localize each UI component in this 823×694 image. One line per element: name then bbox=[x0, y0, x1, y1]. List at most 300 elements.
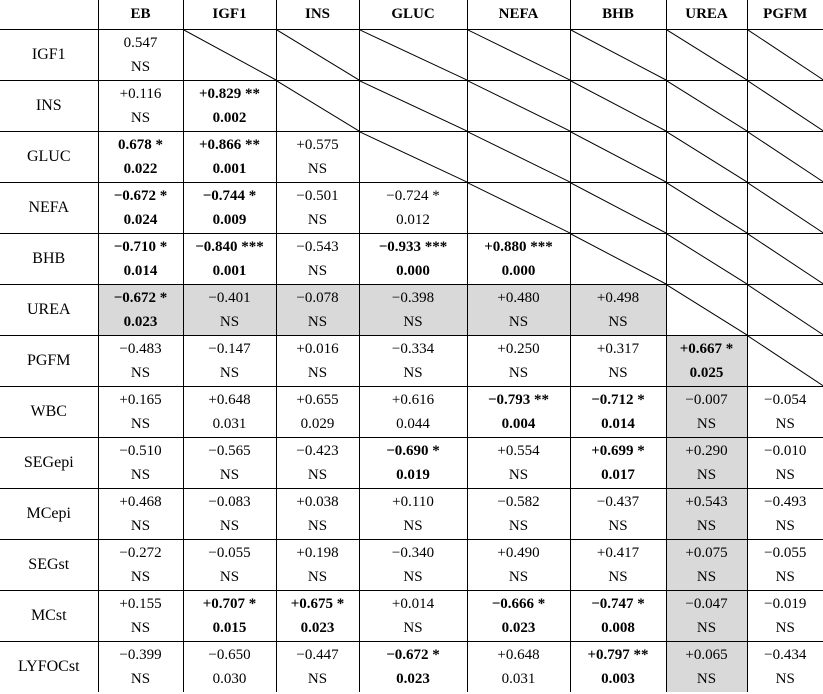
correlation-value: +0.468 bbox=[119, 494, 162, 510]
p-value: NS bbox=[307, 569, 328, 585]
correlation-cell bbox=[570, 387, 666, 438]
correlation-value: +0.075 bbox=[685, 545, 728, 561]
p-value: NS bbox=[508, 365, 529, 381]
empty-diagonal-cell bbox=[666, 30, 747, 81]
correlation-value: +0.655 bbox=[296, 392, 339, 408]
correlation-cell bbox=[183, 642, 276, 693]
p-value: NS bbox=[508, 314, 529, 330]
correlation-cell bbox=[183, 285, 276, 336]
correlation-cell bbox=[359, 540, 467, 591]
correlation-value: +0.616 bbox=[391, 392, 435, 408]
p-value: 0.001 bbox=[212, 263, 247, 279]
correlation-value: +0.648 bbox=[208, 392, 251, 408]
correlation-cell bbox=[666, 591, 747, 642]
p-value: NS bbox=[696, 416, 717, 432]
empty-diagonal-cell bbox=[467, 81, 570, 132]
correlation-cell bbox=[183, 183, 276, 234]
correlation-cell bbox=[747, 591, 823, 642]
correlation-cell bbox=[98, 642, 183, 693]
correlation-value: +0.866 ** bbox=[198, 137, 261, 153]
p-value: NS bbox=[130, 416, 151, 432]
correlation-cell bbox=[183, 540, 276, 591]
empty-diagonal-cell bbox=[570, 81, 666, 132]
diagonal-slash bbox=[571, 30, 666, 80]
correlation-cell bbox=[747, 387, 823, 438]
correlation-cell bbox=[183, 336, 276, 387]
correlation-cell bbox=[467, 387, 570, 438]
p-value: NS bbox=[775, 518, 795, 534]
row-label: UREA bbox=[0, 285, 98, 336]
correlation-value: −0.399 bbox=[119, 647, 162, 663]
correlation-value: +0.707 * bbox=[202, 596, 257, 612]
p-value: 0.030 bbox=[212, 671, 247, 687]
correlation-value: −0.019 bbox=[764, 596, 807, 612]
correlation-cell bbox=[98, 30, 183, 81]
correlation-cell bbox=[666, 489, 747, 540]
diagonal-slash bbox=[667, 132, 747, 182]
correlation-value: +0.667 * bbox=[679, 341, 734, 357]
correlation-cell bbox=[467, 234, 570, 285]
p-value: NS bbox=[130, 59, 151, 75]
p-value: NS bbox=[403, 620, 423, 636]
table-row bbox=[0, 489, 823, 540]
empty-diagonal-cell bbox=[666, 132, 747, 183]
diagonal-slash bbox=[277, 30, 359, 80]
p-value: NS bbox=[508, 518, 529, 534]
correlation-value: +0.014 bbox=[391, 596, 435, 612]
p-value: NS bbox=[130, 467, 151, 483]
p-value: NS bbox=[307, 671, 328, 687]
correlation-cell bbox=[183, 234, 276, 285]
correlation-cell bbox=[467, 591, 570, 642]
p-value: NS bbox=[307, 467, 328, 483]
column-header-igf1: IGF1 bbox=[183, 0, 276, 30]
correlation-cell bbox=[98, 489, 183, 540]
column-header-nefa: NEFA bbox=[467, 0, 570, 30]
empty-diagonal-cell bbox=[359, 30, 467, 81]
correlation-cell bbox=[467, 642, 570, 693]
p-value: 0.017 bbox=[601, 467, 635, 483]
row-label: NEFA bbox=[0, 183, 98, 234]
correlation-value: +0.290 bbox=[685, 443, 728, 459]
correlation-value: −0.690 * bbox=[386, 443, 440, 459]
correlation-cell bbox=[276, 183, 359, 234]
p-value: NS bbox=[608, 569, 628, 585]
diagonal-slash bbox=[571, 183, 666, 233]
correlation-cell bbox=[276, 642, 359, 693]
correlation-cell bbox=[467, 336, 570, 387]
header-row bbox=[0, 0, 823, 30]
p-value: NS bbox=[696, 467, 717, 483]
diagonal-slash bbox=[468, 183, 570, 233]
p-value: 0.000 bbox=[396, 263, 430, 279]
empty-diagonal-cell bbox=[276, 81, 359, 132]
diagonal-slash bbox=[571, 81, 666, 131]
correlation-cell bbox=[183, 489, 276, 540]
diagonal-slash bbox=[468, 81, 570, 131]
row-label: SEGst bbox=[0, 540, 98, 591]
correlation-value: +0.648 bbox=[497, 647, 540, 663]
empty-diagonal-cell bbox=[570, 183, 666, 234]
empty-diagonal-cell bbox=[276, 30, 359, 81]
correlation-cell bbox=[747, 642, 823, 693]
correlation-value: −0.483 bbox=[119, 341, 162, 357]
diagonal-slash bbox=[277, 81, 359, 131]
table-row bbox=[0, 540, 823, 591]
correlation-value: −0.055 bbox=[764, 545, 807, 561]
p-value: NS bbox=[696, 518, 717, 534]
p-value: NS bbox=[775, 671, 795, 687]
table-row bbox=[0, 642, 823, 693]
p-value: NS bbox=[130, 569, 151, 585]
p-value: 0.003 bbox=[601, 671, 635, 687]
correlation-cell bbox=[666, 540, 747, 591]
row-label: INS bbox=[0, 81, 98, 132]
diagonal-slash bbox=[748, 183, 823, 233]
row-label: WBC bbox=[0, 387, 98, 438]
empty-diagonal-cell bbox=[747, 30, 823, 81]
correlation-value: −0.083 bbox=[208, 494, 251, 510]
correlation-value: −0.840 *** bbox=[195, 239, 264, 255]
empty-diagonal-cell bbox=[666, 285, 747, 336]
correlation-value: −0.510 bbox=[119, 443, 162, 459]
correlation-value: −0.582 bbox=[497, 494, 540, 510]
correlation-value: +0.490 bbox=[497, 545, 540, 561]
diagonal-slash bbox=[667, 30, 747, 80]
column-header-gluc: GLUC bbox=[359, 0, 467, 30]
table-body bbox=[0, 30, 823, 693]
p-value: 0.029 bbox=[300, 416, 335, 432]
empty-diagonal-cell bbox=[467, 30, 570, 81]
p-value: NS bbox=[696, 671, 717, 687]
diagonal-slash bbox=[667, 81, 747, 131]
correlation-cell bbox=[570, 285, 666, 336]
p-value: 0.025 bbox=[689, 365, 724, 381]
diagonal-slash bbox=[748, 234, 823, 284]
correlation-value: +0.575 bbox=[296, 137, 339, 153]
p-value: NS bbox=[775, 620, 795, 636]
correlation-value: −0.543 bbox=[296, 239, 339, 255]
correlation-cell bbox=[359, 489, 467, 540]
correlation-value: +0.480 bbox=[497, 290, 540, 306]
correlation-value: −0.744 * bbox=[202, 188, 257, 204]
correlation-value: −0.793 ** bbox=[487, 392, 550, 408]
correlation-cell bbox=[276, 540, 359, 591]
corner-cell bbox=[0, 0, 98, 30]
p-value: NS bbox=[403, 314, 423, 330]
correlation-value: +0.675 * bbox=[290, 596, 345, 612]
p-value: 0.004 bbox=[501, 416, 536, 432]
column-header-bhb: BHB bbox=[570, 0, 666, 30]
correlation-cell bbox=[98, 81, 183, 132]
correlation-cell bbox=[276, 591, 359, 642]
correlation-value: −0.434 bbox=[764, 647, 807, 663]
correlation-cell bbox=[98, 540, 183, 591]
table-row bbox=[0, 438, 823, 489]
correlation-value: +0.065 bbox=[685, 647, 728, 663]
p-value: NS bbox=[219, 569, 240, 585]
p-value: NS bbox=[403, 518, 423, 534]
correlation-value: 0.678 * bbox=[118, 137, 163, 153]
row-label: GLUC bbox=[0, 132, 98, 183]
empty-diagonal-cell bbox=[747, 336, 823, 387]
p-value: NS bbox=[219, 314, 240, 330]
correlation-value: +0.110 bbox=[392, 494, 434, 510]
empty-diagonal-cell bbox=[747, 81, 823, 132]
p-value: NS bbox=[775, 416, 795, 432]
correlation-value: −0.447 bbox=[296, 647, 339, 663]
table-row bbox=[0, 132, 823, 183]
empty-diagonal-cell bbox=[467, 183, 570, 234]
p-value: 0.023 bbox=[123, 314, 158, 330]
correlation-value: +0.417 bbox=[596, 545, 640, 561]
correlation-cell bbox=[467, 285, 570, 336]
correlation-cell bbox=[359, 438, 467, 489]
p-value: 0.031 bbox=[501, 671, 536, 687]
correlation-value: −0.650 bbox=[208, 647, 251, 663]
correlation-value: −0.147 bbox=[208, 341, 251, 357]
p-value: NS bbox=[696, 569, 717, 585]
correlation-cell bbox=[276, 336, 359, 387]
empty-diagonal-cell bbox=[183, 30, 276, 81]
correlation-value: −0.007 bbox=[685, 392, 728, 408]
p-value: 0.001 bbox=[212, 161, 247, 177]
correlation-value: −0.501 bbox=[296, 188, 339, 204]
empty-diagonal-cell bbox=[666, 183, 747, 234]
correlation-value: +0.250 bbox=[497, 341, 540, 357]
correlation-cell bbox=[570, 540, 666, 591]
diagonal-slash bbox=[360, 30, 467, 80]
correlation-value: −0.672 * bbox=[386, 647, 440, 663]
correlation-cell bbox=[183, 81, 276, 132]
row-label: LYFOCst bbox=[0, 642, 98, 693]
diagonal-slash bbox=[571, 234, 666, 284]
correlation-value: −0.078 bbox=[296, 290, 339, 306]
correlation-value: −0.398 bbox=[391, 290, 435, 306]
correlation-value: −0.672 * bbox=[113, 290, 168, 306]
correlation-value: +0.699 * bbox=[591, 443, 645, 459]
correlation-cell bbox=[98, 387, 183, 438]
p-value: NS bbox=[307, 314, 328, 330]
correlation-cell bbox=[98, 438, 183, 489]
column-header-urea: UREA bbox=[666, 0, 747, 30]
correlation-value: +0.016 bbox=[296, 341, 339, 357]
p-value: NS bbox=[130, 110, 151, 126]
correlation-cell bbox=[570, 489, 666, 540]
table-row bbox=[0, 30, 823, 81]
correlation-value: +0.155 bbox=[119, 596, 162, 612]
diagonal-slash bbox=[184, 30, 276, 80]
correlation-cell bbox=[98, 336, 183, 387]
p-value: NS bbox=[307, 518, 328, 534]
p-value: NS bbox=[508, 569, 529, 585]
p-value: NS bbox=[403, 569, 423, 585]
correlation-cell bbox=[276, 438, 359, 489]
correlation-value: −0.401 bbox=[208, 290, 251, 306]
p-value: 0.023 bbox=[300, 620, 335, 636]
p-value: 0.014 bbox=[123, 263, 158, 279]
correlation-value: −0.423 bbox=[296, 443, 339, 459]
correlation-cell bbox=[570, 438, 666, 489]
correlation-cell bbox=[98, 591, 183, 642]
empty-diagonal-cell bbox=[570, 132, 666, 183]
empty-diagonal-cell bbox=[467, 132, 570, 183]
p-value: 0.002 bbox=[212, 110, 247, 126]
correlation-value: −0.272 bbox=[119, 545, 162, 561]
correlation-value: +0.543 bbox=[685, 494, 728, 510]
correlation-cell bbox=[747, 489, 823, 540]
correlation-cell bbox=[98, 234, 183, 285]
correlation-value: −0.334 bbox=[391, 341, 435, 357]
p-value: NS bbox=[307, 212, 328, 228]
correlation-cell bbox=[467, 438, 570, 489]
p-value: 0.019 bbox=[396, 467, 430, 483]
correlation-cell bbox=[276, 285, 359, 336]
table-row bbox=[0, 387, 823, 438]
correlation-value: −0.493 bbox=[764, 494, 807, 510]
diagonal-slash bbox=[667, 183, 747, 233]
p-value: 0.044 bbox=[396, 416, 430, 432]
diagonal-slash bbox=[667, 285, 747, 335]
p-value: NS bbox=[130, 365, 151, 381]
p-value: NS bbox=[307, 263, 328, 279]
row-label: PGFM bbox=[0, 336, 98, 387]
diagonal-slash bbox=[748, 30, 823, 80]
correlation-cell bbox=[98, 132, 183, 183]
p-value: NS bbox=[130, 518, 151, 534]
p-value: 0.000 bbox=[501, 263, 536, 279]
empty-diagonal-cell bbox=[747, 234, 823, 285]
correlation-cell bbox=[467, 489, 570, 540]
correlation-value: −0.437 bbox=[596, 494, 640, 510]
correlation-value: −0.047 bbox=[685, 596, 728, 612]
p-value: 0.031 bbox=[212, 416, 247, 432]
correlation-value: +0.880 *** bbox=[484, 239, 553, 255]
diagonal-slash bbox=[667, 234, 747, 284]
correlation-cell bbox=[359, 234, 467, 285]
table-row bbox=[0, 285, 823, 336]
p-value: NS bbox=[403, 365, 423, 381]
p-value: NS bbox=[130, 671, 151, 687]
diagonal-slash bbox=[468, 132, 570, 182]
correlation-value: −0.010 bbox=[764, 443, 807, 459]
p-value: 0.022 bbox=[123, 161, 158, 177]
empty-diagonal-cell bbox=[666, 234, 747, 285]
correlation-cell bbox=[359, 642, 467, 693]
correlation-value: −0.565 bbox=[208, 443, 251, 459]
table-row bbox=[0, 591, 823, 642]
diagonal-slash bbox=[468, 30, 570, 80]
correlation-value: +0.038 bbox=[296, 494, 339, 510]
correlation-value: −0.054 bbox=[764, 392, 807, 408]
empty-diagonal-cell bbox=[747, 132, 823, 183]
table-row bbox=[0, 336, 823, 387]
correlation-cell bbox=[570, 336, 666, 387]
correlation-cell bbox=[276, 387, 359, 438]
diagonal-slash bbox=[748, 285, 823, 335]
correlation-cell bbox=[359, 591, 467, 642]
correlation-cell bbox=[276, 234, 359, 285]
empty-diagonal-cell bbox=[666, 81, 747, 132]
correlation-cell bbox=[183, 438, 276, 489]
p-value: NS bbox=[307, 161, 328, 177]
correlation-value: −0.724 * bbox=[386, 188, 440, 204]
correlation-value: +0.198 bbox=[296, 545, 339, 561]
p-value: 0.023 bbox=[396, 671, 430, 687]
empty-diagonal-cell bbox=[359, 132, 467, 183]
p-value: NS bbox=[608, 314, 628, 330]
row-label: SEGepi bbox=[0, 438, 98, 489]
p-value: NS bbox=[508, 467, 529, 483]
empty-diagonal-cell bbox=[570, 234, 666, 285]
correlation-cell bbox=[276, 489, 359, 540]
correlation-cell bbox=[98, 285, 183, 336]
correlation-cell bbox=[359, 183, 467, 234]
table-row bbox=[0, 234, 823, 285]
p-value: 0.023 bbox=[501, 620, 536, 636]
p-value: NS bbox=[219, 365, 240, 381]
correlation-value: +0.829 ** bbox=[198, 86, 261, 102]
column-header-ins: INS bbox=[276, 0, 359, 30]
correlation-cell bbox=[98, 183, 183, 234]
correlation-cell bbox=[183, 387, 276, 438]
diagonal-slash bbox=[360, 132, 467, 182]
correlation-value: +0.797 ** bbox=[587, 647, 649, 663]
p-value: NS bbox=[775, 569, 795, 585]
diagonal-slash bbox=[571, 132, 666, 182]
correlation-value: −0.340 bbox=[391, 545, 435, 561]
empty-diagonal-cell bbox=[747, 285, 823, 336]
correlation-value: −0.055 bbox=[208, 545, 251, 561]
empty-diagonal-cell bbox=[570, 30, 666, 81]
p-value: NS bbox=[130, 620, 151, 636]
diagonal-slash bbox=[360, 81, 467, 131]
correlation-cell bbox=[183, 132, 276, 183]
correlation-value: −0.747 * bbox=[591, 596, 645, 612]
correlation-cell bbox=[183, 591, 276, 642]
column-header-eb: EB bbox=[98, 0, 183, 30]
correlation-value: +0.554 bbox=[497, 443, 540, 459]
correlation-value: +0.165 bbox=[119, 392, 162, 408]
correlation-value: +0.116 bbox=[119, 86, 162, 102]
p-value: NS bbox=[775, 467, 795, 483]
correlation-cell bbox=[666, 438, 747, 489]
diagonal-slash bbox=[748, 336, 823, 386]
table-row bbox=[0, 183, 823, 234]
empty-diagonal-cell bbox=[359, 81, 467, 132]
row-label: IGF1 bbox=[0, 30, 98, 81]
column-header-pgfm: PGFM bbox=[747, 0, 823, 30]
correlation-value: −0.666 * bbox=[491, 596, 546, 612]
correlation-cell bbox=[666, 642, 747, 693]
correlation-cell bbox=[359, 336, 467, 387]
p-value: 0.015 bbox=[212, 620, 247, 636]
correlation-cell bbox=[666, 387, 747, 438]
correlation-cell bbox=[747, 540, 823, 591]
row-label: BHB bbox=[0, 234, 98, 285]
correlation-value: −0.672 * bbox=[113, 188, 168, 204]
p-value: NS bbox=[219, 518, 240, 534]
table-row bbox=[0, 81, 823, 132]
p-value: NS bbox=[219, 467, 240, 483]
row-label: MCst bbox=[0, 591, 98, 642]
p-value: NS bbox=[608, 518, 628, 534]
p-value: NS bbox=[307, 365, 328, 381]
p-value: 0.009 bbox=[212, 212, 247, 228]
correlation-value: −0.710 * bbox=[113, 239, 168, 255]
correlation-cell bbox=[359, 285, 467, 336]
correlation-cell bbox=[276, 132, 359, 183]
